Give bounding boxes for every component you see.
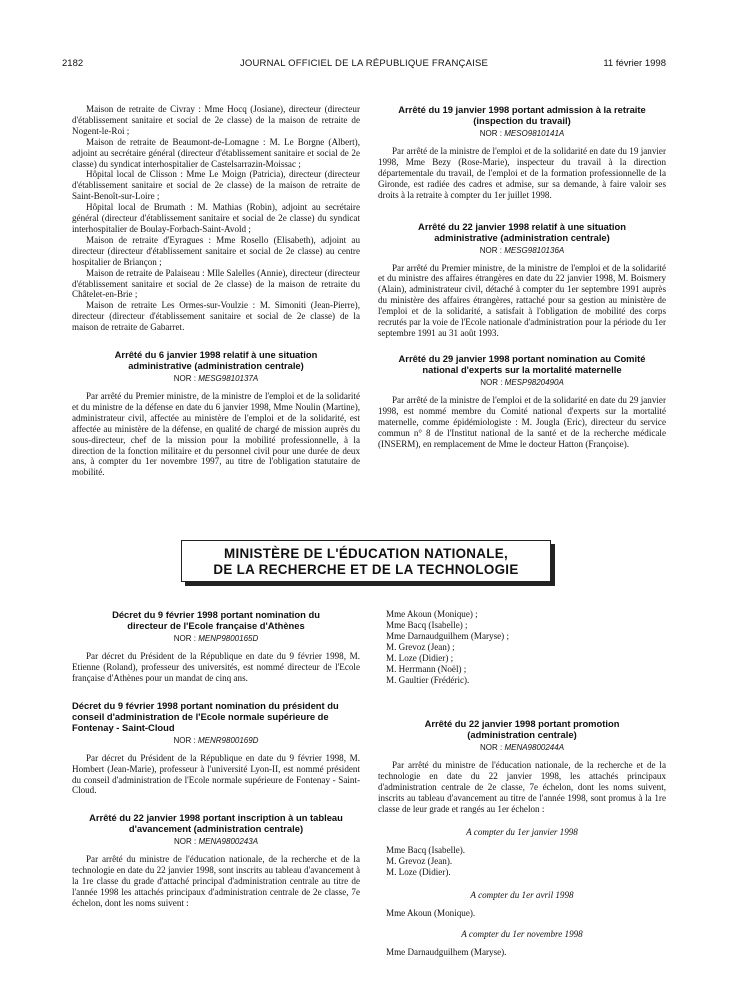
list-item: M. Grevoz (Jean) ; xyxy=(386,642,455,652)
section-heading: A compter du 1er novembre 1998 xyxy=(461,928,583,939)
nor-reference: NOR : MENA9800243A xyxy=(173,837,259,847)
left-top-column xyxy=(72,104,360,478)
arrete-title: Arrêté du 6 janvier 1998 relatif à une situation administrative (administration centrale) xyxy=(114,349,318,372)
list-item: Maison de retraite de Palaiseau : Mlle Salelles (Annie), directeur (directeur d'établissement sanitaire et social de 2e classe) de la maison de retraite du Châtelet-en-Brie ; xyxy=(72,267,360,300)
list-item: Mme Bacq (Isabelle) ; xyxy=(386,620,468,630)
nor-reference: NOR : MESP9820490A xyxy=(480,377,564,387)
decret-text: Par décret du Président de la République en date du 9 février 1998, M. Hombert (Jean-Marie), professeur à l'université Lyon-II, est nommé président du conseil d'administration de l'Ecole normale supérieure de Fontenay - Saint-Cloud. xyxy=(72,752,360,796)
list-item: M. Gaultier (Frédéric). xyxy=(386,675,470,685)
decret-title: Décret du 9 février 1998 portant nomination du président du conseil d'administration de l'Ecole normale supérieure de Fontenay - Saint-Cloud xyxy=(72,699,339,733)
decret-text: Par décret du Président de la République en date du 9 février 1998, M. Etienne (Roland), professeur des universités, est nommé directeur de l'Ecole française d'Athènes pour un mandat de cinq ans. xyxy=(72,651,360,683)
right-top-column xyxy=(378,104,666,449)
list-item: M. Herrmann (Noël) ; xyxy=(386,664,467,674)
ministry-line-1: MINISTÈRE DE L'ÉDUCATION NATIONALE, xyxy=(224,546,508,561)
section-heading: A compter du 1er avril 1998 xyxy=(470,889,574,900)
arrete-text: Par arrêté du ministre de l'éducation nationale, de la recherche et de la technologie en date du 22 janvier 1998, les attachés principaux d'administration centrale de 2e classe, 7e échelon, dont les noms suivent, inscrits au tableau d'avancement au titre de l'année 1998, sont promus à la 1re classe de leur grade et rangés au 1er échelon : xyxy=(378,760,666,814)
arrete-title: Arrêté du 22 janvier 1998 relatif à une situation administrative (administration centrale) xyxy=(418,220,626,243)
page-number: 2182 xyxy=(62,58,84,69)
right-bottom-column xyxy=(378,609,666,958)
list-item: Mme Darnaudguilhem (Maryse) ; xyxy=(386,631,509,641)
arrete-text: Par arrêté de la ministre de l'emploi et de la solidarité en date du 29 janvier 1998, est nommé membre du Comité national d'experts sur la mortalité maternelle, comme épidémiologiste : M. Jougla (Eric), directeur du service commun n° 8 de l'Institut national de la santé et de la recherche médicale (INSERM), en remplacement de Mme le docteur Hatton (Françoise). xyxy=(378,394,666,449)
arrete-title: Arrêté du 29 janvier 1998 portant nomination au Comité national d'experts sur la mortalité maternelle xyxy=(398,352,646,375)
names-list xyxy=(378,845,666,878)
names-list xyxy=(378,908,666,919)
arrete-text: Par arrêté du ministre de l'éducation nationale, de la recherche et de la technologie en date du 22 janvier 1998, sont inscrits au tableau d'avancement à la 1re classe du grade d'attaché principal d'administration centrale au titre de l'année 1998 les attachés principaux d'administration centrale de 2e classe, 7e échelon, dont les noms suivent : xyxy=(72,854,360,908)
ministry-line-2: DE LA RECHERCHE ET DE LA TECHNOLOGIE xyxy=(213,562,519,577)
nor-reference: NOR : MENA9800244A xyxy=(479,743,565,752)
nor-reference: NOR : MESG9810137A xyxy=(173,374,259,384)
list-item: Maison de retraite de Civray : Mme Hocq (Josiane), directeur (directeur d'établissement sanitaire et social de 2e classe) de la maison de retraite de Nogent-le-Roi ; xyxy=(72,104,360,136)
arrete-text: Par arrêté du Premier ministre, de la ministre de l'emploi et de la solidarité et du ministre de la défense en date du 6 janvier 1998, Mme Noulin (Martine), administrateur civil, affectée au ministère de l'emploi et de la solidarité, est affectée au ministère de la défense, en qualité de chargé de mission auprès du sous-directeur, chef de la mission pour la mobilité professionnelle, à la direction de la fonction militaire et du personnel civil pour une durée de deux ans, à compter du 1er novembre 1997, au titre de l'obligation statutaire de mobilité. xyxy=(72,391,360,478)
page-header xyxy=(62,58,666,72)
journal-title: JOURNAL OFFICIEL DE LA RÉPUBLIQUE FRANÇAISE xyxy=(239,58,489,69)
arrete-text: Par arrêté du Premier ministre, de la ministre de l'emploi et de la solidarité et du ministre des affaires étrangères en date du 22 janvier 1998, M. Boismery (Alain), administrateur civil, détaché à compter du 1er septembre 1991 auprès du ministère des affaires étrangères, rattaché pour sa gestion au ministère de l'emploi et de la solidarité, a satisfait à l'obligation de mobilité des corps recrutés par la voie de l'Ecole nationale d'administration pour la période du 1er septembre 1991 au 31 août 1993. xyxy=(378,262,666,338)
names-list xyxy=(378,609,666,686)
nor-reference: NOR : MENR9800169D xyxy=(173,735,259,745)
nor-reference: NOR : MESO9810141A xyxy=(479,129,565,138)
arrete-text: Par arrêté de la ministre de l'emploi et de la solidarité en date du 19 janvier 1998, Mme Bezy (Rose-Marie), inspecteur du travail à la direction départementale du travail, de l'emploi et de la formation professionnelle de la Gironde, est radiée des cadres et admise, sur sa demande, à faire valoir ses droits à la retraite à compter du 1er juillet 1998. xyxy=(378,146,666,200)
issue-date: 11 février 1998 xyxy=(603,58,666,69)
arrete-title: Arrêté du 19 janvier 1998 portant admission à la retraite (inspection du travail) xyxy=(398,104,646,126)
list-item: Hôpital local de Brumath : M. Mathias (Robin), adjoint au secrétaire général (directeur d'établissement sanitaire et social de 2e classe) du syndicat interhospitalier de Boulay-Forbach-Saint-Avold ; xyxy=(72,202,360,234)
left-bottom-column xyxy=(72,609,360,909)
list-item: Mme Akoun (Monique). xyxy=(386,907,476,918)
names-list xyxy=(378,947,666,958)
list-item: M. Loze (Didier). xyxy=(386,866,451,877)
list-item: Mme Bacq (Isabelle). xyxy=(386,844,466,855)
list-item: Hôpital local de Clisson : Mme Le Moign (Patricia), directeur (directeur d'établissement sanitaire et social de 2e classe) de la maison de retraite de Saint-Benoît-sur-Loire ; xyxy=(72,169,360,202)
arrete-title: Arrêté du 22 janvier 1998 portant inscription à un tableau d'avancement (administration centrale) xyxy=(89,812,343,835)
list-item: Maison de retraite de Beaumont-de-Lomagne : M. Le Borgne (Albert), adjoint au secrétaire général (directeur d'établissement sanitaire et social de 2e classe) du syndicat interhospitalier de Castelsarrazin-Moissac ; xyxy=(72,136,360,169)
list-item: Mme Darnaudguilhem (Maryse). xyxy=(386,946,507,957)
list-item: Maison de retraite d'Eyragues : Mme Rosello (Elisabeth), adjoint au directeur (directeur d'établissement sanitaire et social de 2e classe) au centre hospitalier de Briançon ; xyxy=(72,234,360,267)
arrete-title: Arrêté du 22 janvier 1998 portant promotion (administration centrale) xyxy=(424,718,620,740)
nor-reference: NOR : MENP9800165D xyxy=(173,634,259,643)
list-item: Maison de retraite Les Ormes-sur-Voulzie : M. Simoniti (Jean-Pierre), directeur (directeur d'établissement sanitaire et social de 2e classe) de la maison de retraite de Gabarret. xyxy=(72,300,360,333)
nor-reference: NOR : MESG9810136A xyxy=(479,245,565,255)
list-item: M. Grevoz (Jean). xyxy=(386,855,453,866)
decret-title: Décret du 9 février 1998 portant nomination du directeur de l'Ecole française d'Athènes xyxy=(112,609,320,631)
section-heading: A compter du 1er janvier 1998 xyxy=(466,826,578,837)
list-item: M. Loze (Didier) ; xyxy=(386,653,454,663)
ministry-heading-box xyxy=(181,540,551,582)
list-item: Mme Akoun (Monique) ; xyxy=(386,609,478,619)
